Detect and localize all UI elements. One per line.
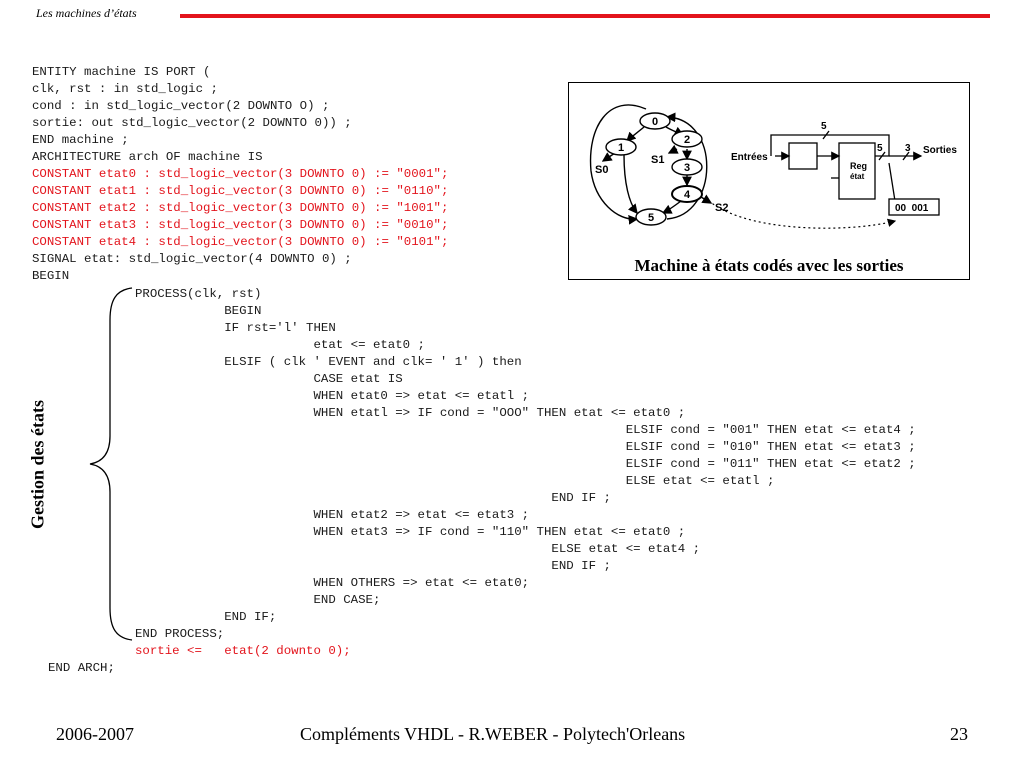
- figure-caption: Machine à états codés avec les sorties: [634, 256, 904, 275]
- code-process-line: PROCESS(clk, rst): [135, 287, 262, 301]
- code-top-line: ARCHITECTURE arch OF machine IS: [32, 150, 263, 164]
- code-block-end: [48, 660, 115, 677]
- code-process-line: END IF ;: [135, 559, 611, 573]
- code-process-line: WHEN etat0 => etat <= etatl ;: [135, 389, 530, 403]
- state-label-4: 4: [683, 189, 691, 201]
- code-top-line: SIGNAL etat: std_logic_vector(4 DOWNTO 0) ;: [32, 252, 352, 266]
- header-rule: [180, 14, 990, 18]
- label-w5-top: 5: [821, 121, 827, 132]
- code-process-line: ELSE etat <= etatl ;: [135, 474, 775, 488]
- code-process-line: ELSIF ( clk ' EVENT and clk= ' 1' ) then: [135, 355, 522, 369]
- arrow-s1: [669, 149, 677, 153]
- code-top-line: CONSTANT etat0 : std_logic_vector(3 DOWNTO 0) := "0001";: [32, 167, 449, 181]
- code-block-top: [32, 64, 448, 285]
- code-process-line: sortie <= etat(2 downto 0);: [135, 644, 351, 658]
- code-process-line: END IF;: [135, 610, 277, 624]
- code-block-process: [135, 286, 916, 660]
- state-machine-diagram: [569, 83, 969, 253]
- label-entrees: Entrées: [731, 152, 768, 163]
- code-top-line: sortie: out std_logic_vector(2 DOWNTO 0)) ;: [32, 116, 352, 130]
- code-process-line: ELSIF cond = "011" THEN etat <= etat2 ;: [135, 457, 916, 471]
- label-s1: S1: [651, 154, 665, 166]
- code-process-line: BEGIN: [135, 304, 262, 318]
- code-process-line: CASE etat IS: [135, 372, 403, 386]
- code-top-line: CONSTANT etat4 : std_logic_vector(3 DOWNTO 0) := "0101";: [32, 235, 449, 249]
- footer-course: Compléments VHDL - R.WEBER - Polytech'Orleans: [300, 724, 686, 744]
- code-process-line: WHEN etat3 => IF cond = "110" THEN etat <= etat0 ;: [135, 525, 686, 539]
- code-top-line: CONSTANT etat2 : std_logic_vector(3 DOWNTO 0) := "1001";: [32, 201, 449, 215]
- code-process-line: END IF ;: [135, 491, 611, 505]
- state-machine-figure: [568, 82, 970, 280]
- code-process-line: ELSIF cond = "001" THEN etat <= etat4 ;: [135, 423, 916, 437]
- arc-loop: [591, 105, 646, 219]
- reg-block: [839, 143, 875, 199]
- code-process-line: END CASE;: [135, 593, 381, 607]
- code-process-line: WHEN OTHERS => etat <= etat0;: [135, 576, 530, 590]
- state-label-1: 1: [617, 142, 625, 154]
- side-label-gestion: Gestion des états: [27, 400, 48, 529]
- label-w3: 3: [905, 143, 911, 154]
- code-process-line: ELSIF cond = "010" THEN etat <= etat3 ;: [135, 440, 916, 454]
- label-etat: état: [850, 172, 865, 181]
- code-top-line: CONSTANT etat1 : std_logic_vector(3 DOWNTO 0) := "0110";: [32, 184, 449, 198]
- code-line-end: END ARCH;: [48, 661, 115, 675]
- footer-year: 2006-2007: [56, 724, 134, 744]
- header-title: Les machines d’états: [36, 6, 137, 20]
- code-top-line: BEGIN: [32, 269, 70, 283]
- code-process-line: END PROCESS;: [135, 627, 225, 641]
- comb-block: [789, 143, 817, 169]
- dotted-link: [705, 197, 895, 228]
- code-top-line: cond : in std_logic_vector(2 DOWNTO O) ;: [32, 99, 330, 113]
- label-reg: Reg: [850, 161, 868, 171]
- code-process-line: WHEN etat2 => etat <= etat3 ;: [135, 508, 530, 522]
- arc-0-1: [627, 127, 644, 141]
- label-s0: S0: [595, 164, 609, 176]
- code-top-line: clk, rst : in std_logic ;: [32, 82, 218, 96]
- code-top-line: ENTITY machine IS PORT (: [32, 65, 211, 79]
- label-s2: S2: [715, 202, 729, 214]
- arc-1-5: [624, 155, 637, 213]
- process-brace: [86, 286, 136, 642]
- label-w5-mid: 5: [877, 143, 883, 154]
- state-label-2: 2: [683, 134, 691, 146]
- code-process-line: IF rst='l' THEN: [135, 321, 336, 335]
- wire-to-box: [889, 163, 895, 201]
- state-label-5: 5: [647, 212, 655, 224]
- code-top-line: END machine ;: [32, 133, 129, 147]
- state-label-0: 0: [651, 116, 659, 128]
- code-process-line: etat <= etat0 ;: [135, 338, 425, 352]
- label-out-value: 00 001: [895, 203, 929, 214]
- code-process-line: ELSE etat <= etat4 ;: [135, 542, 701, 556]
- footer-page-number: 23: [950, 724, 968, 744]
- arc-4-5: [663, 201, 681, 213]
- label-sorties: Sorties: [923, 145, 957, 156]
- state-label-3: 3: [683, 162, 691, 174]
- code-top-line: CONSTANT etat3 : std_logic_vector(3 DOWNTO 0) := "0010";: [32, 218, 449, 232]
- code-process-line: WHEN etatl => IF cond = "OOO" THEN etat <= etat0 ;: [135, 406, 686, 420]
